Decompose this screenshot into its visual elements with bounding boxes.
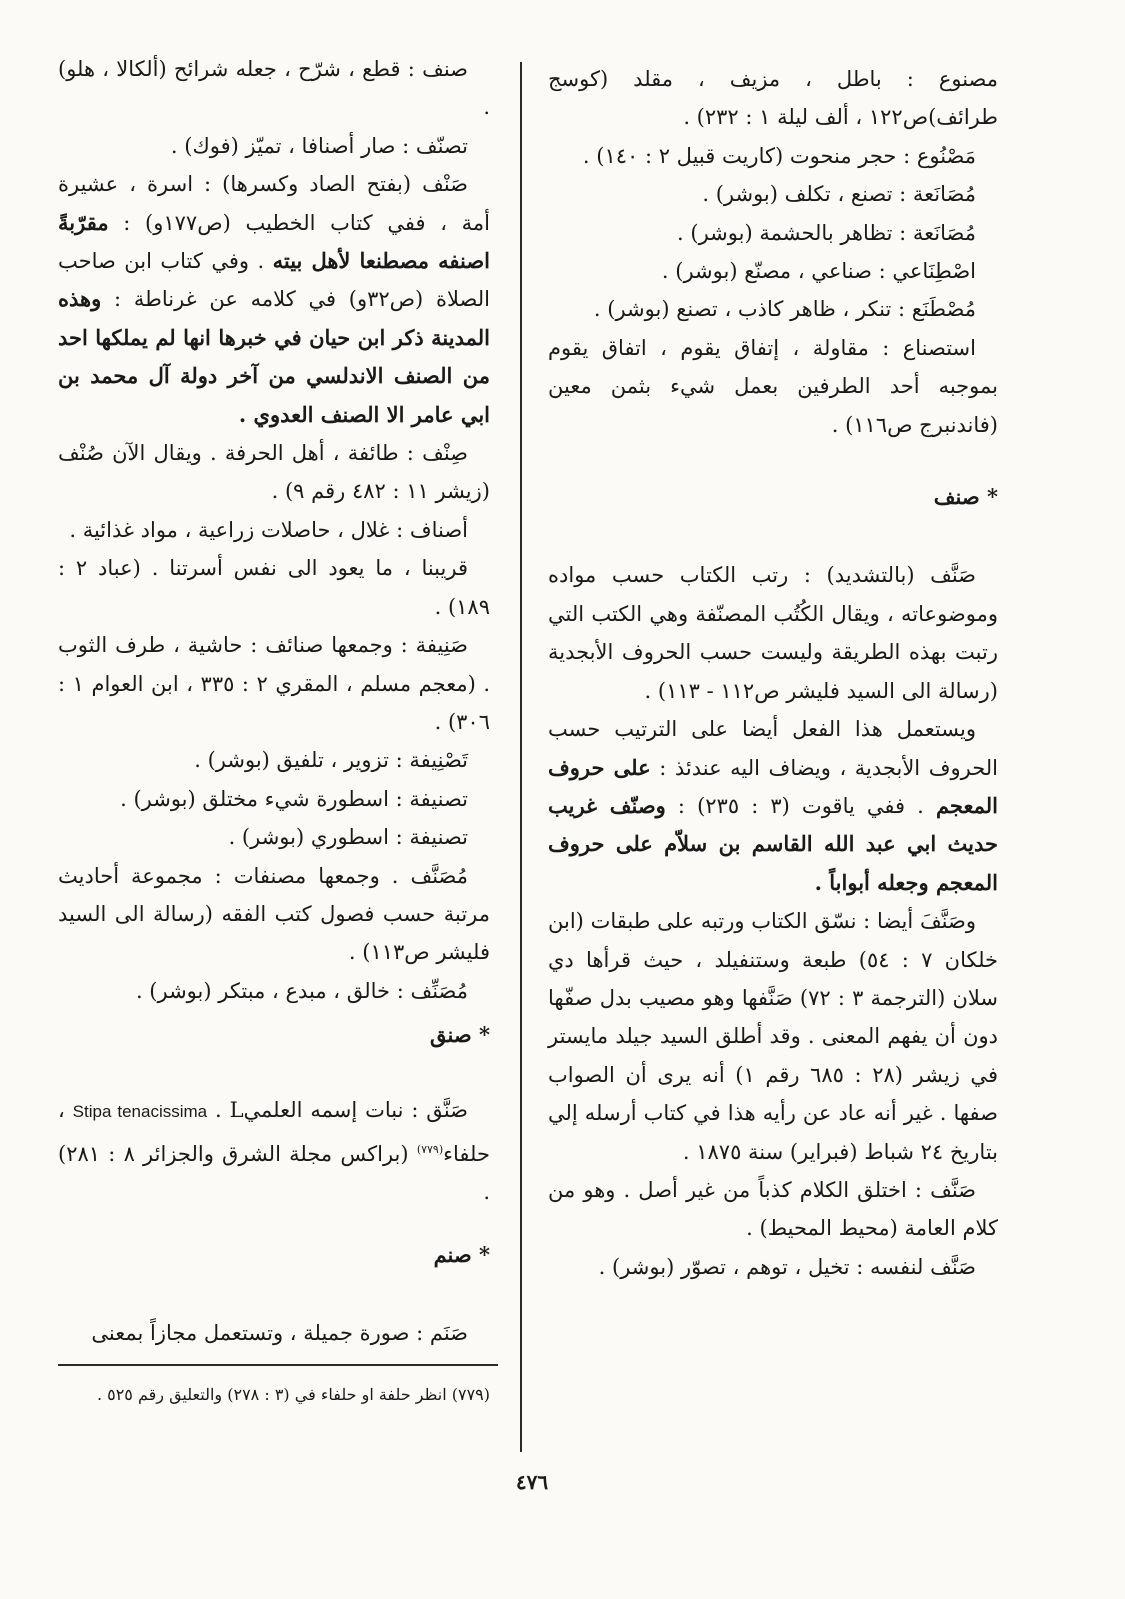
entry-sanf-cut: صنف : قطع ، شرّح ، جعله شرائح (ألكالا ، هلو) . — [58, 57, 490, 120]
entry-istisna: استصناع : مقاولة ، إتفاق يقوم ، اتفاق يقوم بموجبه أحد الطرفين بعمل شيء بثمن معين (فاندنبرج ص١١٦) . — [548, 335, 998, 437]
bold-quote: وهذه المدينة ذكر ابن حيان في خبرها انها لم يملكها احد من الصنف الاندلسي من آخر دولة آل محمد بن ابي عامر الا الصنف العدوي . — [58, 286, 490, 427]
entry-text: . وفي كتاب ابن صاحب الصلاة (ص٣٢و) في كلامه عن غرناطة : — [58, 249, 490, 312]
column-divider — [520, 62, 522, 1452]
right-column — [548, 60, 998, 1286]
entry-musanaa-1: مُصَانَعة : تصنع ، تكلف (بوشر) . — [702, 182, 976, 207]
entry-text: . ففي ياقوت (٣ : ٢٣٥) : — [677, 793, 924, 818]
entry-sanam: صَنَم : صورة جميلة ، وتستعمل مجازاً بمعنى — [91, 1321, 468, 1346]
entry-text: صَنَّق : نبات إسمه العلمي — [243, 1097, 468, 1122]
bold-quote: وصنّف غريب حديث ابي عبد الله القاسم بن سلاّم على حروف المعجم وجعله أبواباً . — [548, 792, 998, 895]
entry-mustana: مُصْطَنَع : تنكر ، ظاهر كاذب ، تصنع (بوشر) . — [593, 297, 976, 322]
entry-musannaf: مُصَنَّف . وجمعها مصنفات : مجموعة أحاديث مرتبة حسب فصول كتب الفقه (رسالة الى السيد فليشر ص١١٣) . — [58, 863, 490, 965]
bold-quote: على حروف المعجم — [548, 754, 998, 818]
entry-sannafa-tabaqat: وصَنَّفَ أيضا : نسّق الكتاب ورتبه على طبقات (ابن خلكان ٧ : ٥٤) طبعة وستنفيلد ، حيث قرأها دي سلان (الترجمة ٣ : ٧٢) صَنَّفها وهو مصيب بدل صفّها دون أن يفهم المعنى . وقد أطلق السيد جيلد مايستر في زيشر (٢٨ : ٦٨٥ رقم ١) أنه يرى أن الصواب صفها . غير أنه عاد عن رأيه هذا في كتاب أرسله إلي بتاريخ ٢٤ شباط (فبراير) سنة ١٨٧٥ . — [548, 909, 998, 1164]
entry-tasnifa-1: تَصْنِيفة : تزوير ، تلفيق (بوشر) . — [194, 748, 468, 773]
entry-istinai: اصْطِنَاعي : صناعي ، مصنّع (بوشر) . — [661, 259, 976, 284]
root-heading-snf: * صنف — [933, 484, 998, 510]
footnote-ref: (٧٧٩) — [416, 1142, 444, 1156]
entry-sanf-family — [58, 165, 490, 434]
entry-musannif: مُصَنِّف : خالق ، مبدع ، مبتكر (بوشر) . — [135, 978, 468, 1003]
entry-asnaf: أصناف : غلال ، حاصلات زراعية ، مواد غذائية . — [69, 517, 468, 542]
footnote: (٧٧٩) انظر حلفة او حلفاء في (٣ : ٢٧٨) والتعليق رقم ٥٢٥ . — [96, 1385, 490, 1404]
entry-sannaq — [58, 1091, 490, 1212]
entry-masnu-stone: مَصْنُوع : حجر منحوت (كاريت قبيل ٢ : ١٤٠) . — [582, 143, 976, 168]
entry-musanaa-2: مُصَانَعة : تظاهر بالحشمة (بوشر) . — [677, 220, 976, 245]
root-heading-snm: * صنم — [433, 1241, 490, 1267]
entry-text: ويستعمل هذا الفعل أيضا على الترتيب حسب الحروف الأبجدية ، ويضاف اليه عندئذ : — [548, 717, 998, 780]
page-number: ٤٧٦ — [515, 1470, 549, 1494]
left-column — [58, 50, 490, 1353]
entry-tasnifa-3: تصنيفة : اسطوري (بوشر) . — [228, 825, 468, 850]
entry-sannafa-ikhtalaq: صَنَّف : اختلق الكلام كذباً من غير أصل . وهو من كلام العامة (محيط المحيط) . — [548, 1177, 998, 1241]
root-heading-snq: * صنق — [430, 1022, 490, 1048]
entry-masnu: مصنوع : باطل ، مزيف ، مقلد (كوسج طرائف)ص١٢٢ ، ألف ليلة ١ : ٢٣٢) . — [548, 67, 998, 130]
entry-text: صَنْف (بفتح الصاد وكسرها) : اسرة ، عشيرة أمة ، ففي كتاب الخطيب (ص١٧٧و) : — [58, 172, 491, 235]
entry-sanifa: صَنِيفة : وجمعها صنائف : حاشية ، طرف الثوب . (معجم مسلم ، المقري ٢ : ٣٣٥ ، ابن العوام ١ : ٣٠٦) . — [58, 633, 490, 734]
entry-text: (براكس مجلة الشرق والجزائر ٨ : ٢٨١) . — [58, 1141, 490, 1205]
entry-sannafa-linafsihi: صَنَّف لنفسه : تخيل ، توهم ، تصوّر (بوشر) . — [598, 1254, 976, 1279]
bold-quote: مقرّبةً اصنفه مصطنعا لأهل بيته — [58, 209, 490, 274]
entry-qaribuna: قريبنا ، ما يعود الى نفس أسرتنا . (عباد ٢ : ١٨٩) . — [58, 556, 490, 619]
entry-tasnifa-2: تصنيفة : اسطورة شيء مختلق (بوشر) . — [120, 786, 468, 811]
footnote-rule — [58, 1364, 498, 1366]
entry-sinf-guild: صِنْف : طائفة ، أهل الحرفة . ويقال الآن صُنْف (زيشر ١١ : ٤٨٢ رقم ٩) . — [58, 441, 490, 504]
entry-sannafa-alphabetic — [548, 710, 998, 902]
entry-sannafa: صَنَّف (بالتشديد) : رتب الكتاب حسب مواده وموضوعاته ، ويقال الكُتُب المصنّفة وهي الكتب التي رتبت بهذه الطريقة وليست حسب الحروف الأبجدية (رسالة الى السيد فليشر ص١١٢ - ١١٣) . — [548, 563, 998, 703]
entry-tasannafa: تصنّف : صار أصنافا ، تميّز (فوك) . — [170, 133, 468, 158]
entry-text: . L ، حلفاء — [58, 1097, 490, 1166]
latin-species-name: Stipa tenacissima — [72, 1101, 208, 1121]
